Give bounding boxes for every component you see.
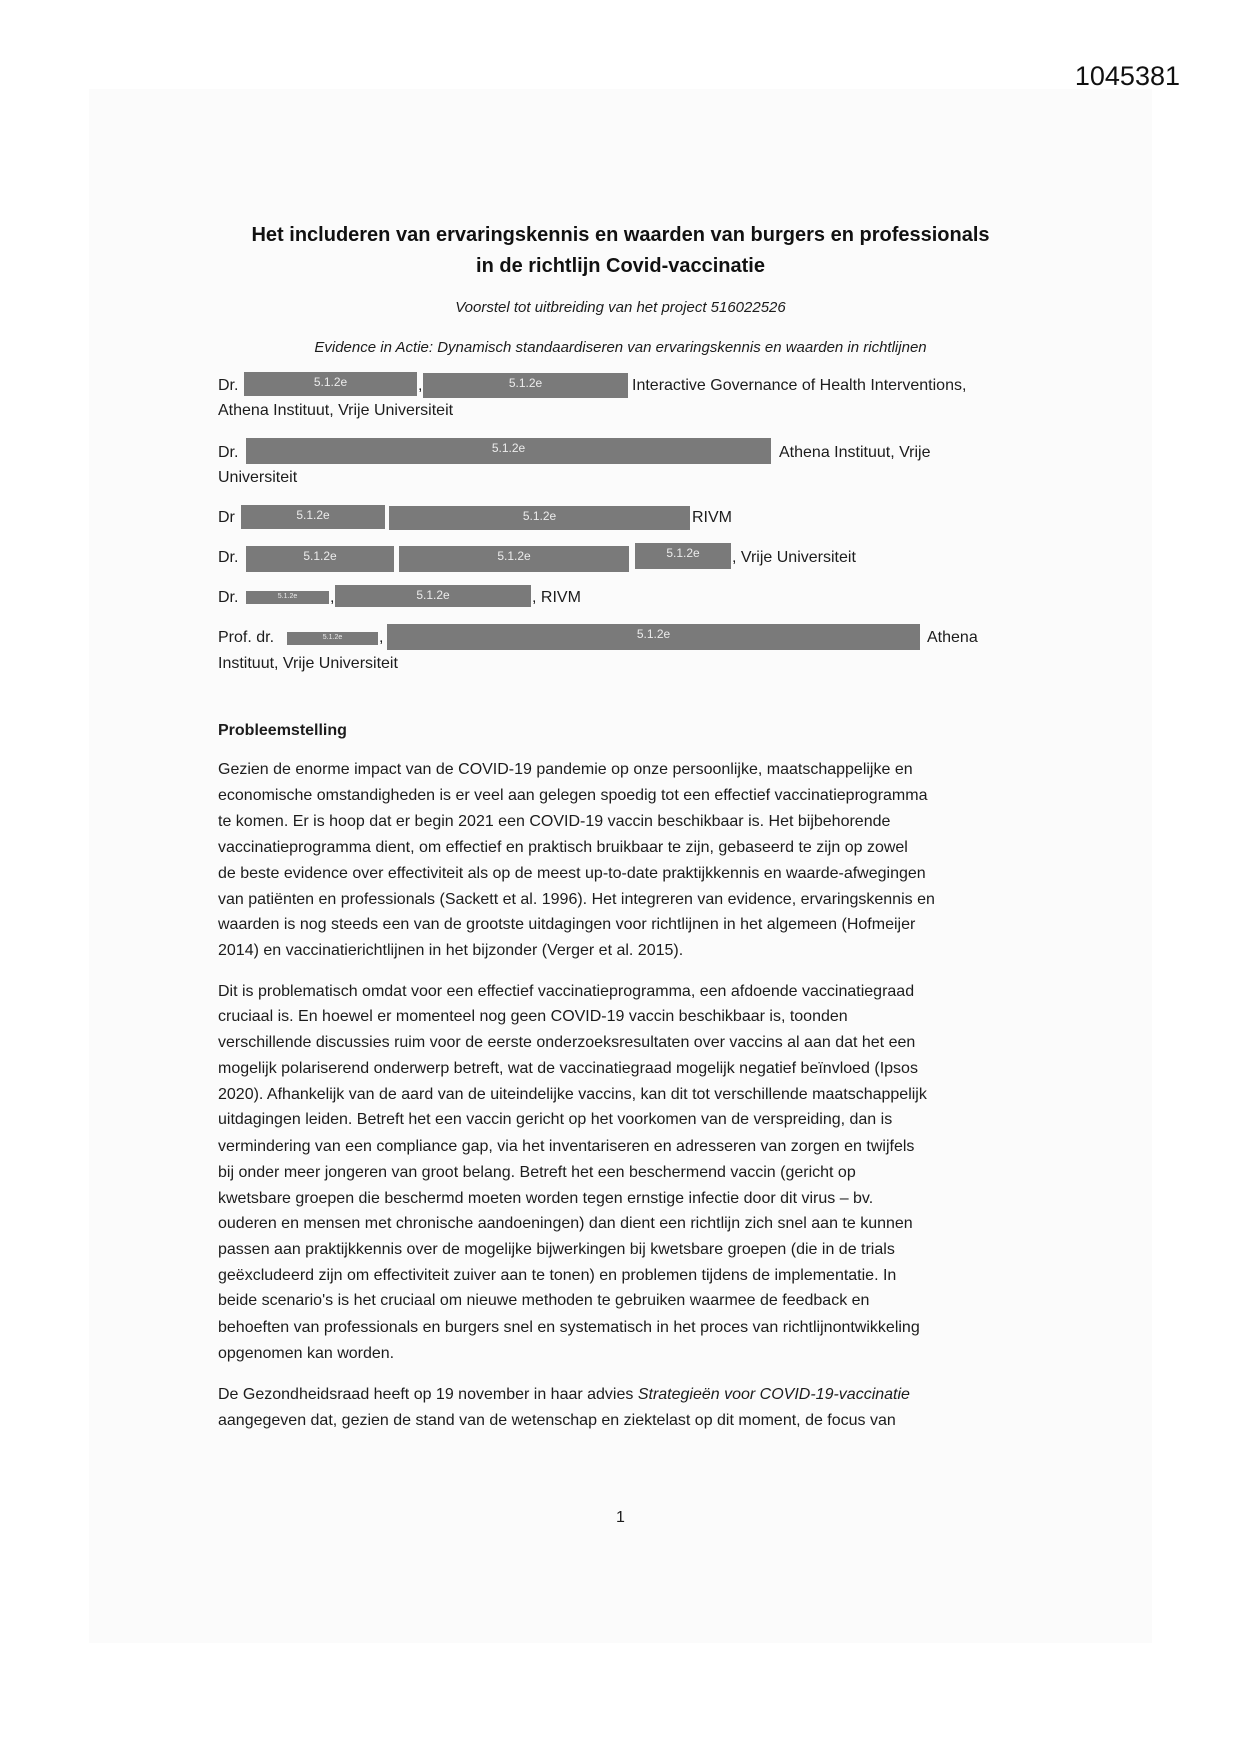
redaction-box [423, 373, 628, 398]
paragraph-line: vaccinatieprogramma dient, om effectief en praktisch bruikbaar te zijn, gebaseerd te zijn op zowel [218, 839, 908, 856]
paragraph-line: behoeften van professionals en burgers snel en systematisch in het proces van richtlijnontwikkeling [218, 1319, 920, 1336]
redaction-box [241, 505, 385, 529]
paragraph-line: 2020). Afhankelijk van de aard van de uiteindelijke vaccins, kan dit tot verschillende maatschappelijk [218, 1086, 927, 1103]
paragraph-line: Gezien de enorme impact van de COVID-19 pandemie op onze persoonlijke, maatschappelijke en [218, 761, 913, 778]
redaction-label: 5.1.2e [497, 549, 531, 563]
paragraph-line: passen aan praktijkkennis over de mogelijke bijwerkingen bij kwetsbare groepen (die in de trials [218, 1241, 895, 1258]
redaction-label: 5.1.2e [296, 508, 330, 522]
paragraph-line: 2014) en vaccinatierichtlijnen in het bijzonder (Verger et al. 2015). [218, 942, 684, 959]
redaction-box [389, 506, 690, 530]
redaction-label: 5.1.2e [522, 509, 557, 523]
redaction-label: 5.1.2e [416, 588, 450, 602]
redaction-box [335, 585, 531, 607]
author-separator: , [330, 589, 335, 606]
report-title-italic: Strategieën voor COVID-19-vaccinatie [637, 1386, 910, 1403]
author-affiliation-continued: Universiteit [218, 469, 298, 486]
redaction-box [287, 632, 378, 645]
project-name: Evidence in Actie: Dynamisch standaardiseren van ervaringskennis en waarden in richtlijnen [314, 339, 927, 356]
title-line-1: Het includeren van ervaringskennis en waarden van burgers en professionals [251, 224, 990, 246]
paragraph-line: Dit is problematisch omdat voor een effectief vaccinatieprogramma, een afdoende vaccinatiegraad [218, 983, 915, 1000]
redaction-label: 5.1.2e [303, 549, 337, 563]
document-id: 1045381 [1074, 61, 1180, 91]
redaction-box [246, 591, 329, 604]
paragraph-line: beide scenario's is het cruciaal om nieuwe methoden te gebruiken waarmee de feedback en [218, 1292, 870, 1309]
author-separator: , [418, 377, 423, 394]
paragraph-text: De Gezondheidsraad heeft op 19 november in haar advies [218, 1386, 638, 1403]
paragraph-line: geëxcludeerd zijn om effectiviteit zuiver aan te tonen) en problemen tijdens de implementatie. In [218, 1267, 897, 1284]
redaction-label: 5.1.2e [666, 546, 700, 560]
author-prefix: Dr. [218, 444, 239, 461]
paragraph-line: opgenomen kan worden. [218, 1345, 395, 1362]
author-affiliation: Athena Instituut, Vrije [779, 444, 931, 461]
paragraph-line: van patiënten en professionals (Sackett et al. 1996). Het integreren van evidence, ervaringskennis en [218, 891, 935, 908]
author-affiliation: Interactive Governance of Health Interventions, [632, 377, 967, 394]
paragraph-line: uitdagingen leiden. Betreft het een vaccin gericht op het voorkomen van de verspreiding, dan is [218, 1111, 893, 1128]
redaction-box [399, 546, 629, 572]
redaction-label: 5.1.2e [636, 627, 671, 641]
author-affiliation: Athena [927, 629, 978, 646]
author-affiliation-continued: Instituut, Vrije Universiteit [218, 655, 398, 672]
redaction-box [244, 372, 417, 396]
subtitle: Voorstel tot uitbreiding van het project 516022526 [455, 299, 786, 316]
redaction-box [246, 546, 394, 572]
section-heading: Probleemstelling [218, 722, 347, 739]
author-prefix: Dr. [218, 589, 239, 606]
paragraph-line: waarden is nog steeds een van de grootste uitdagingen voor richtlijnen in het algemeen (Hofmeijer [218, 916, 916, 933]
author-affiliation: RIVM [692, 509, 732, 526]
title-line-2: in de richtlijn Covid-vaccinatie [476, 255, 765, 277]
redaction-label: 5.1.2e [322, 634, 343, 641]
paragraph-line: te komen. Er is hoop dat er begin 2021 een COVID-19 vaccin beschikbaar is. Het bijbehorende [218, 813, 891, 830]
author-prefix: Dr. [218, 377, 239, 394]
paragraph-line: bij onder meer jongeren van groot belang. Betreft het een beschermend vaccin (gericht op [218, 1164, 856, 1181]
paragraph-line [218, 1385, 910, 1405]
redaction-box [246, 438, 771, 464]
paragraph-line: kwetsbare groepen die beschermd moeten worden tegen ernstige infectie door dit virus – bv. [218, 1190, 874, 1207]
page-number: 1 [616, 1509, 625, 1526]
paragraph-line: verschillende discussies ruim voor de eerste onderzoeksresultaten over vaccins al aan dat het een [218, 1034, 916, 1051]
author-affiliation-continued: Athena Instituut, Vrije Universiteit [218, 402, 454, 419]
paragraph-line: cruciaal is. En hoewel er momenteel nog geen COVID-19 vaccin beschikbaar is, toonden [218, 1008, 848, 1025]
redaction-label: 5.1.2e [313, 375, 348, 389]
redaction-box [387, 624, 920, 650]
author-separator: , [379, 629, 384, 646]
paragraph-line: de beste evidence over effectiviteit als op de meest up-to-date praktijkkennis en waarde-afwegingen [218, 865, 926, 882]
author-prefix: Prof. dr. [218, 629, 275, 646]
redaction-box [635, 543, 731, 569]
author-prefix: Dr. [218, 549, 239, 566]
author-affiliation: , Vrije Universiteit [732, 549, 856, 566]
paragraph-line: vermindering van een compliance gap, via het inventariseren en adresseren van zorgen en twijfels [218, 1138, 915, 1155]
redaction-label: 5.1.2e [491, 441, 526, 455]
paragraph-line: ouderen en mensen met chronische aandoeningen) dan dient een richtlijn zich snel aan te kunnen [218, 1215, 913, 1232]
redaction-label: 5.1.2e [277, 593, 298, 600]
paragraph-line: economische omstandigheden is er veel aan gelegen spoedig tot een effectief vaccinatieprogramma [218, 787, 928, 804]
paragraph-line: aangegeven dat, gezien de stand van de wetenschap en ziektelast op dit moment, de focus van [218, 1412, 896, 1429]
paragraph-line: mogelijk polariserend onderwerp betreft, wat de vaccinatiegraad mogelijk negatief beïnvloed (Ipsos [218, 1060, 918, 1077]
author-affiliation: , RIVM [532, 589, 581, 606]
redaction-label: 5.1.2e [508, 376, 543, 390]
author-prefix: Dr [218, 509, 235, 526]
